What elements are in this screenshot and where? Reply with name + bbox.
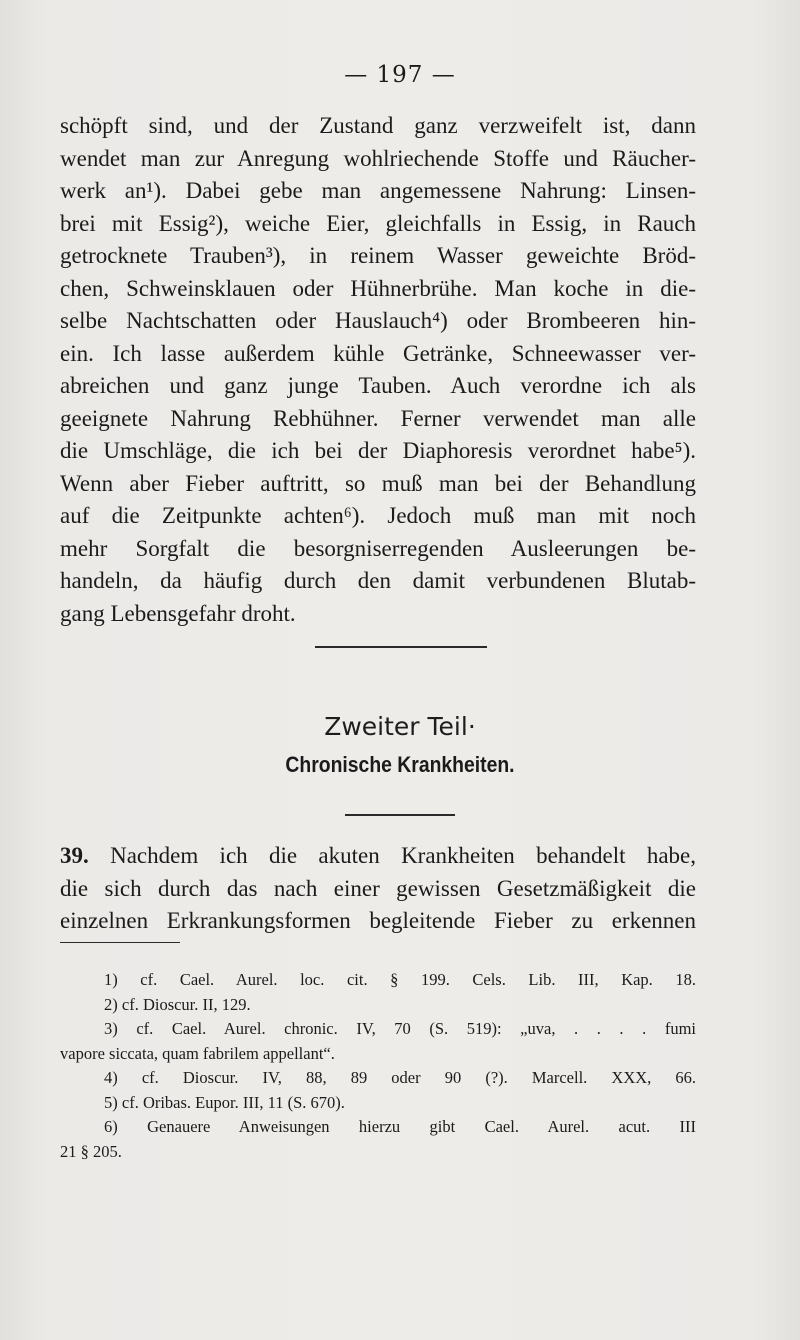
- footnote: 2) cf. Dioscur. II, 129.: [104, 994, 251, 1014]
- body-line: schöpft sind, und der Zustand ganz verzweifelt ist, dann: [60, 113, 696, 138]
- body-line: getrocknete Trauben³), in reinem Wasser geweichte Bröd-: [60, 243, 696, 268]
- body-line: handeln, da häufig durch den damit verbundenen Blutab-: [60, 568, 696, 593]
- body-line: brei mit Essig²), weiche Eier, gleichfalls in Essig, in Rauch: [60, 210, 696, 236]
- body-line: chen, Schweinsklauen oder Hühnerbrühe. Man koche in die-: [60, 275, 696, 301]
- section-number: 39.: [60, 843, 89, 868]
- part-title: Zweiter Teil·: [324, 712, 476, 741]
- body-line: gang Lebensgefahr droht.: [60, 600, 296, 626]
- footnote-continuation: vapore siccata, quam fabrilem appellant“.: [60, 1043, 335, 1063]
- body-paragraph: [60, 110, 696, 630]
- body-line: werk an¹). Dabei gebe man angemessene Nahrung: Linsen-: [60, 178, 696, 203]
- footnotes: [60, 968, 696, 1164]
- body-line: selbe Nachtschatten oder Hauslauch⁴) oder Brombeeren hin-: [60, 308, 696, 333]
- body-line: ein. Ich lasse außerdem kühle Getränke, Schneewasser ver-: [60, 340, 696, 366]
- body-line: wendet man zur Anregung wohlriechende Stoffe und Räucher-: [60, 145, 696, 171]
- footnote: 4) cf. Dioscur. IV, 88, 89 oder 90 (?). Marcell. XXX, 66.: [104, 1068, 696, 1087]
- page-number: — 197 —: [344, 62, 456, 88]
- footnote: 5) cf. Oribas. Eupor. III, 11 (S. 670).: [104, 1092, 345, 1112]
- section-39: [60, 840, 696, 938]
- subtitle-rule: [345, 814, 455, 816]
- body-line: abreichen und ganz junge Tauben. Auch verordne ich als: [60, 373, 696, 398]
- body-line: geeignete Nahrung Rebhühner. Ferner verwendet man alle: [60, 405, 696, 431]
- footnote: 6) Genauere Anweisungen hierzu gibt Cael. Aurel. acut. III: [104, 1117, 696, 1136]
- body-line: Wenn aber Fieber auftritt, so muß man bei der Behandlung: [60, 470, 696, 496]
- section-line-text: Nachdem ich die akuten Krankheiten behandelt habe,: [110, 843, 696, 868]
- footnote: 1) cf. Cael. Aurel. loc. cit. § 199. Cels. Lib. III, Kap. 18.: [104, 970, 696, 989]
- section-divider: [315, 646, 487, 648]
- section-line: die sich durch das nach einer gewissen Gesetzmäßigkeit die: [60, 875, 696, 901]
- part-subtitle: Chronische Krankheiten.: [285, 752, 515, 777]
- footnote: 3) cf. Cael. Aurel. chronic. IV, 70 (S. 519): „uva, . . . . fumi: [104, 1019, 696, 1038]
- footnote-rule: [60, 942, 180, 943]
- body-line: auf die Zeitpunkte achten⁶). Jedoch muß man mit noch: [60, 503, 696, 528]
- body-line: mehr Sorgfalt die besorgniserregenden Ausleerungen be-: [60, 535, 696, 561]
- body-line: die Umschläge, die ich bei der Diaphoresis verordnet habe⁵).: [60, 438, 696, 463]
- section-line: einzelnen Erkrankungsformen begleitende Fieber zu erkennen: [60, 908, 696, 933]
- footnote-continuation: 21 § 205.: [60, 1141, 122, 1161]
- section-line: [60, 840, 696, 873]
